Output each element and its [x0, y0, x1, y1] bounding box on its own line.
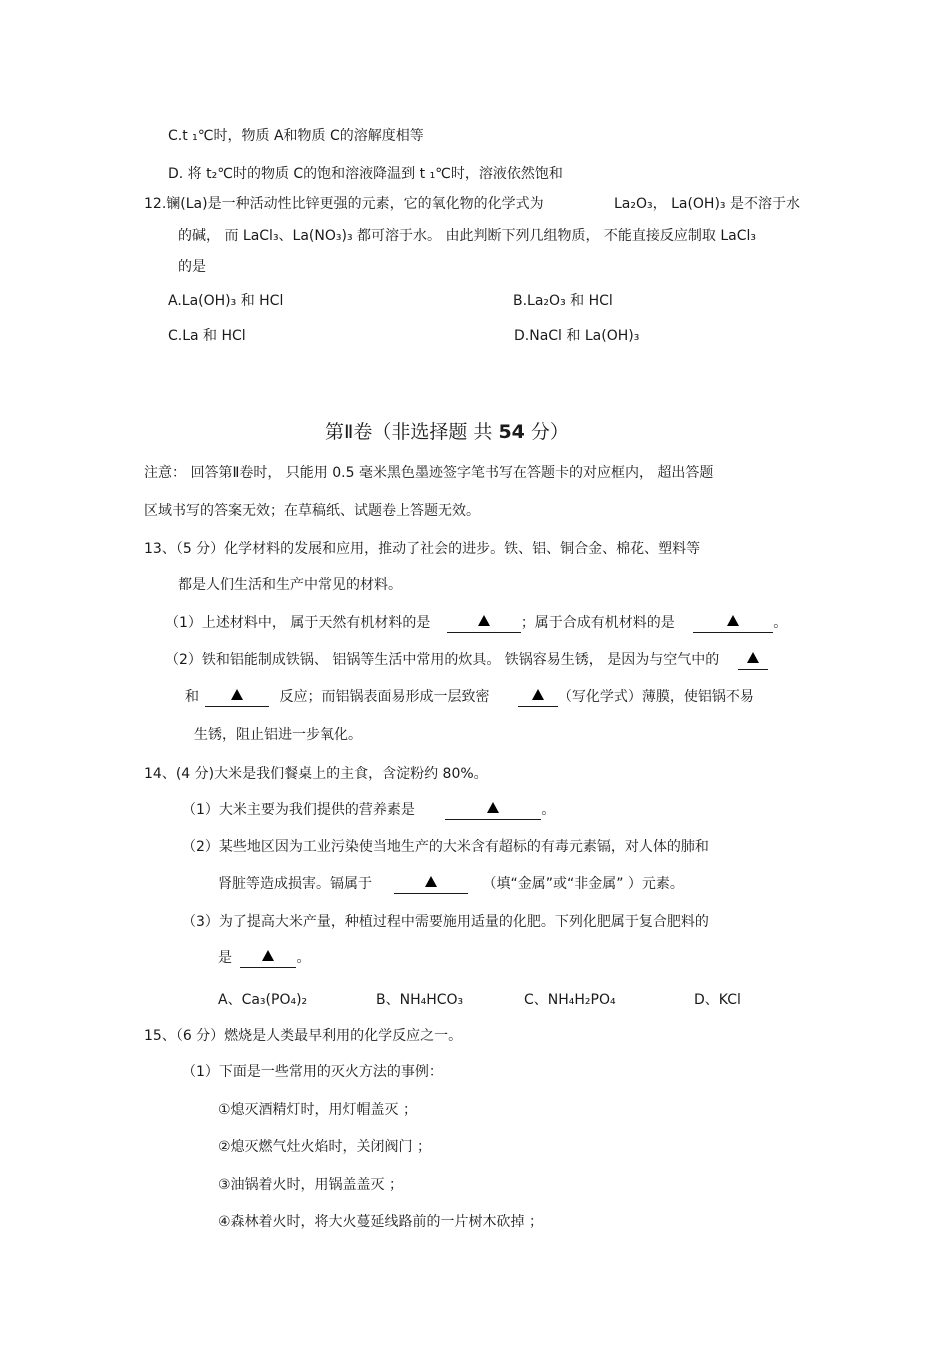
section-title	[325, 420, 569, 444]
triangle-marker-icon	[478, 615, 490, 626]
q13-part2-line1	[165, 650, 768, 670]
q14-stem: 14、(4 分)大米是我们餐桌上的主食，含淀粉约 80%。	[144, 766, 488, 782]
triangle-marker-icon	[231, 689, 243, 700]
section-note-line1: 注意： 回答第Ⅱ卷时， 只能用 0.5 毫米黑色墨迹签字笔书写在答题卡的对应框内， 超出答题	[144, 465, 714, 481]
q13-part2-line3: 生锈，阻止铝进一步氧化。	[194, 727, 362, 743]
q13-part2-text-b2: 反应；而铝锅表面易形成一层致密	[279, 689, 490, 705]
q13-part1-text-c: 。	[773, 615, 788, 631]
q15-example-3: ③油锅着火时，用锅盖盖灭 ；	[218, 1177, 404, 1193]
q15-example-1: ①熄灭酒精灯时，用灯帽盖灭 ；	[218, 1102, 418, 1118]
q14-part3-answer-blank[interactable]	[240, 950, 296, 968]
q14-part1-text-b: 。	[541, 802, 556, 818]
section-title-pre: 第Ⅱ卷（非选择题 共	[325, 421, 499, 443]
section-title-score: 54	[498, 421, 525, 443]
q13-part2-answer-blank-1[interactable]	[738, 652, 768, 670]
section-title-post: 分）	[524, 421, 569, 443]
q13-part1	[165, 613, 787, 633]
q13-part2-line2	[185, 687, 754, 707]
q15-example-4: ④森林着火时，将大火蔓延线路前的一片树木砍掉 ；	[218, 1214, 543, 1230]
q14-option-b: B、NH₄HCO₃	[376, 992, 464, 1008]
q13-stem-line1: 13、（5 分）化学材料的发展和应用，推动了社会的进步。铁、铝、铜合金、棉花、塑料等	[144, 541, 701, 557]
triangle-marker-icon	[425, 876, 437, 887]
q14-part1-answer-blank[interactable]	[445, 802, 541, 820]
q13-part1-answer-blank-2[interactable]	[693, 615, 773, 633]
q13-part1-text-b: ；属于合成有机材料的是	[520, 615, 675, 631]
q14-part3-line2	[218, 948, 310, 968]
q15-example-2: ②熄灭燃气灶火焰时，关闭阀门 ；	[218, 1139, 432, 1155]
q14-part1	[182, 800, 555, 820]
q12-stem-line1: 12.镧(La)是一种活动性比锌更强的元素，它的氧化物的化学式为	[144, 196, 544, 212]
triangle-marker-icon	[727, 615, 739, 626]
q13-part2-answer-blank-3[interactable]	[518, 689, 558, 707]
triangle-marker-icon	[747, 652, 759, 663]
q14-part3-line1: （3）为了提高大米产量，种植过程中需要施用适量的化肥。下列化肥属于复合肥料的	[182, 914, 709, 930]
q14-part2-text-b2: （填“金属”或“非金属” ）元素。	[482, 876, 684, 892]
q14-option-a: A、Ca₃(PO₄)₂	[218, 992, 308, 1008]
q12-stem-line2: 的碱， 而 LaCl₃、La(NO₃)₃ 都可溶于水。 由此判断下列几组物质， 不能直接反应制取 LaCl₃	[178, 228, 757, 244]
q13-part2-text-b1: 和	[185, 689, 199, 705]
triangle-marker-icon	[532, 689, 544, 700]
q13-part1-text-a: （1）上述材料中， 属于天然有机材料的是	[165, 615, 431, 631]
q14-option-d: D、KCl	[694, 992, 741, 1008]
q14-part2-answer-blank[interactable]	[394, 876, 468, 894]
q12-option-b: B.La₂O₃ 和 HCl	[513, 293, 613, 309]
q12-option-c: C.La 和 HCl	[168, 328, 246, 344]
q13-part2-answer-blank-2[interactable]	[205, 689, 269, 707]
q13-part2-text-b3: （写化学式）薄膜，使铝锅不易	[557, 689, 754, 705]
q14-part2-line1: （2）某些地区因为工业污染使当地生产的大米含有超标的有毒元素镉，对人体的肺和	[182, 839, 709, 855]
q12-option-d: D.NaCl 和 La(OH)₃	[514, 328, 640, 344]
q13-part2-text-a: （2）铁和铝能制成铁锅、 铝锅等生活中常用的炊具。 铁锅容易生锈， 是因为与空气中的	[165, 652, 720, 668]
q14-part3-text-b2: 。	[296, 950, 311, 966]
triangle-marker-icon	[487, 802, 499, 813]
q14-part3-text-b1: 是	[218, 950, 232, 966]
q12-option-a: A.La(OH)₃ 和 HCl	[168, 293, 284, 309]
q11-option-c: C.t ₁℃时，物质 A和物质 C的溶解度相等	[168, 128, 424, 144]
q14-part2-text-b1: 肾脏等造成损害。镉属于	[218, 876, 372, 892]
q14-part2-line2	[218, 874, 684, 894]
q11-option-d: D. 将 t₂℃时的物质 C的饱和溶液降温到 t ₁℃时，溶液依然饱和	[168, 166, 563, 182]
q13-stem-line2: 都是人们生活和生产中常见的材料。	[178, 577, 402, 593]
q12-stem-formula: La₂O₃， La(OH)₃ 是不溶于水	[614, 196, 800, 212]
q13-part1-answer-blank-1[interactable]	[447, 615, 521, 633]
section-note-line2: 区域书写的答案无效；在草稿纸、试题卷上答题无效。	[144, 503, 480, 519]
q15-part1: （1）下面是一些常用的灭火方法的事例：	[182, 1064, 443, 1080]
q14-option-c: C、NH₄H₂PO₄	[524, 992, 616, 1008]
q14-part1-text-a: （1）大米主要为我们提供的营养素是	[182, 802, 415, 818]
q15-stem: 15、（6 分）燃烧是人类最早利用的化学反应之一。	[144, 1028, 463, 1044]
triangle-marker-icon	[262, 950, 274, 961]
q12-stem-line3: 的是	[178, 259, 206, 275]
